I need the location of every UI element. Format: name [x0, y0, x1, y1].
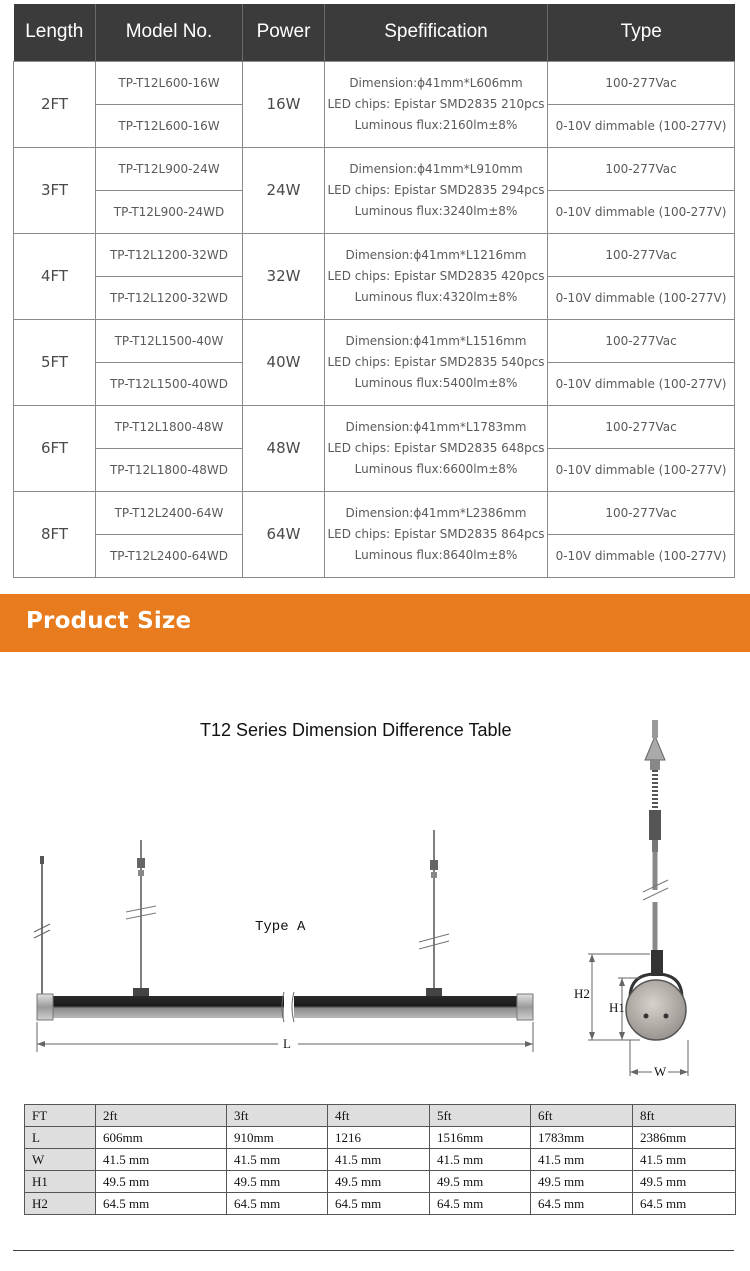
power-cell: 48W	[243, 405, 325, 491]
h2-label: H2	[574, 986, 590, 1001]
dim-cell: 5ft	[430, 1105, 531, 1127]
type-cell: 100-277Vac	[548, 61, 735, 104]
h1-label: H1	[609, 1000, 625, 1015]
spec-table-header	[14, 4, 735, 61]
dim-cell: 2386mm	[633, 1127, 736, 1149]
anchor-screw-icon	[643, 720, 668, 976]
dim-cell: H1	[25, 1171, 96, 1193]
type-cell: 0-10V dimmable (100-277V)	[548, 534, 735, 577]
spec-led-chips: LED chips: Epistar SMD2835 210pcs	[327, 96, 545, 111]
table-row	[25, 1193, 736, 1215]
dim-cell: 64.5 mm	[531, 1193, 633, 1215]
model-cell: TP-T12L1500-40WD	[96, 362, 243, 405]
width-label: W	[654, 1064, 667, 1079]
tube-body	[37, 992, 533, 1022]
spec-led-chips: LED chips: Epistar SMD2835 540pcs	[327, 354, 545, 369]
dim-cell: 41.5 mm	[531, 1149, 633, 1171]
dim-cell: 41.5 mm	[328, 1149, 430, 1171]
spec-luminous-flux: Luminous flux:6600lm±8%	[354, 461, 518, 476]
length-cell: 2FT	[14, 61, 96, 147]
dim-cell: 4ft	[328, 1105, 430, 1127]
type-cell: 0-10V dimmable (100-277V)	[548, 104, 735, 147]
model-cell: TP-T12L1500-40W	[96, 319, 243, 362]
table-row	[25, 1171, 736, 1193]
type-cell: 100-277Vac	[548, 233, 735, 276]
type-cell: 0-10V dimmable (100-277V)	[548, 448, 735, 491]
header-length: Length	[14, 4, 96, 61]
spec-led-chips: LED chips: Epistar SMD2835 294pcs	[327, 182, 545, 197]
dim-cell: 49.5 mm	[633, 1171, 736, 1193]
banner-title: Product Size	[26, 608, 192, 634]
table-row	[25, 1105, 736, 1127]
specification-cell	[325, 405, 548, 491]
dim-cell: 41.5 mm	[430, 1149, 531, 1171]
specification-cell	[325, 61, 548, 147]
dim-cell: 3ft	[227, 1105, 328, 1127]
model-cell: TP-T12L2400-64WD	[96, 534, 243, 577]
dim-cell: 8ft	[633, 1105, 736, 1127]
dim-cell: FT	[25, 1105, 96, 1127]
width-dimension	[630, 1040, 688, 1079]
dim-cell: H2	[25, 1193, 96, 1215]
dim-cell: 41.5 mm	[96, 1149, 227, 1171]
dim-cell: L	[25, 1127, 96, 1149]
table-row	[14, 491, 735, 534]
model-cell: TP-T12L600-16W	[96, 104, 243, 147]
dim-cell: 49.5 mm	[96, 1171, 227, 1193]
spec-dimension: Dimension:ϕ41mm*L1783mm	[345, 419, 527, 434]
type-cell: 100-277Vac	[548, 405, 735, 448]
dim-cell: 2ft	[96, 1105, 227, 1127]
model-cell: TP-T12L900-24W	[96, 147, 243, 190]
spec-dimension: Dimension:ϕ41mm*L2386mm	[345, 505, 527, 520]
spec-table	[13, 4, 735, 578]
dim-cell: 64.5 mm	[227, 1193, 328, 1215]
length-label: L	[283, 1036, 291, 1051]
type-label: Type A	[255, 919, 306, 935]
type-cell: 0-10V dimmable (100-277V)	[548, 362, 735, 405]
model-cell: TP-T12L600-16W	[96, 61, 243, 104]
bottom-divider	[13, 1250, 734, 1251]
table-row	[25, 1149, 736, 1171]
spec-dimension: Dimension:ϕ41mm*L910mm	[349, 161, 523, 176]
right-suspension-wire	[419, 830, 449, 998]
header-power: Power	[243, 4, 325, 61]
spec-luminous-flux: Luminous flux:8640lm±8%	[354, 547, 518, 562]
length-cell: 8FT	[14, 491, 96, 577]
table-row	[25, 1127, 736, 1149]
spec-dimension: Dimension:ϕ41mm*L1516mm	[345, 333, 527, 348]
spec-led-chips: LED chips: Epistar SMD2835 420pcs	[327, 268, 545, 283]
dim-cell: 64.5 mm	[96, 1193, 227, 1215]
spec-luminous-flux: Luminous flux:4320lm±8%	[354, 289, 518, 304]
dim-cell: 49.5 mm	[531, 1171, 633, 1193]
specification-cell	[325, 491, 548, 577]
header-specification: Spefification	[325, 4, 548, 61]
spec-led-chips: LED chips: Epistar SMD2835 864pcs	[327, 526, 545, 541]
dim-cell: 49.5 mm	[328, 1171, 430, 1193]
dim-cell: W	[25, 1149, 96, 1171]
header-type: Type	[548, 4, 735, 61]
header-model: Model No.	[96, 4, 243, 61]
table-row	[14, 405, 735, 448]
power-cell: 64W	[243, 491, 325, 577]
dim-cell: 910mm	[227, 1127, 328, 1149]
product-size-banner	[0, 594, 750, 652]
power-cell: 16W	[243, 61, 325, 147]
table-row	[14, 319, 735, 362]
drawing-title: T12 Series Dimension Difference Table	[200, 720, 512, 740]
dim-cell: 64.5 mm	[430, 1193, 531, 1215]
dim-cell: 1783mm	[531, 1127, 633, 1149]
table-row	[14, 61, 735, 104]
specification-cell	[325, 147, 548, 233]
type-cell: 100-277Vac	[548, 491, 735, 534]
type-cell: 100-277Vac	[548, 319, 735, 362]
dim-cell: 6ft	[531, 1105, 633, 1127]
spec-dimension: Dimension:ϕ41mm*L1216mm	[345, 247, 527, 262]
spec-dimension: Dimension:ϕ41mm*L606mm	[349, 75, 523, 90]
spec-led-chips: LED chips: Epistar SMD2835 648pcs	[327, 440, 545, 455]
dimension-table	[24, 1104, 736, 1215]
left-suspension-wire	[126, 840, 156, 998]
table-row	[14, 147, 735, 190]
dim-cell: 49.5 mm	[430, 1171, 531, 1193]
model-cell: TP-T12L1200-32WD	[96, 276, 243, 319]
dim-cell: 49.5 mm	[227, 1171, 328, 1193]
spec-luminous-flux: Luminous flux:5400lm±8%	[354, 375, 518, 390]
length-cell: 4FT	[14, 233, 96, 319]
length-cell: 3FT	[14, 147, 96, 233]
length-cell: 6FT	[14, 405, 96, 491]
table-row	[14, 233, 735, 276]
model-cell: TP-T12L1800-48WD	[96, 448, 243, 491]
length-dimension	[37, 1022, 533, 1052]
type-cell: 100-277Vac	[548, 147, 735, 190]
tube-end-view	[626, 974, 686, 1040]
left-support-rod	[34, 856, 50, 998]
dim-cell: 41.5 mm	[633, 1149, 736, 1171]
model-cell: TP-T12L1200-32WD	[96, 233, 243, 276]
dim-cell: 1516mm	[430, 1127, 531, 1149]
length-cell: 5FT	[14, 319, 96, 405]
type-cell: 0-10V dimmable (100-277V)	[548, 190, 735, 233]
specification-cell	[325, 233, 548, 319]
type-cell: 0-10V dimmable (100-277V)	[548, 276, 735, 319]
spec-luminous-flux: Luminous flux:3240lm±8%	[354, 203, 518, 218]
dim-cell: 606mm	[96, 1127, 227, 1149]
model-cell: TP-T12L2400-64W	[96, 491, 243, 534]
tube-dimension-drawing	[0, 680, 750, 1090]
model-cell: TP-T12L900-24WD	[96, 190, 243, 233]
specification-cell	[325, 319, 548, 405]
power-cell: 32W	[243, 233, 325, 319]
dim-cell: 64.5 mm	[328, 1193, 430, 1215]
dim-cell: 64.5 mm	[633, 1193, 736, 1215]
dim-cell: 41.5 mm	[227, 1149, 328, 1171]
spec-luminous-flux: Luminous flux:2160lm±8%	[354, 117, 518, 132]
dim-cell: 1216	[328, 1127, 430, 1149]
model-cell: TP-T12L1800-48W	[96, 405, 243, 448]
power-cell: 24W	[243, 147, 325, 233]
power-cell: 40W	[243, 319, 325, 405]
